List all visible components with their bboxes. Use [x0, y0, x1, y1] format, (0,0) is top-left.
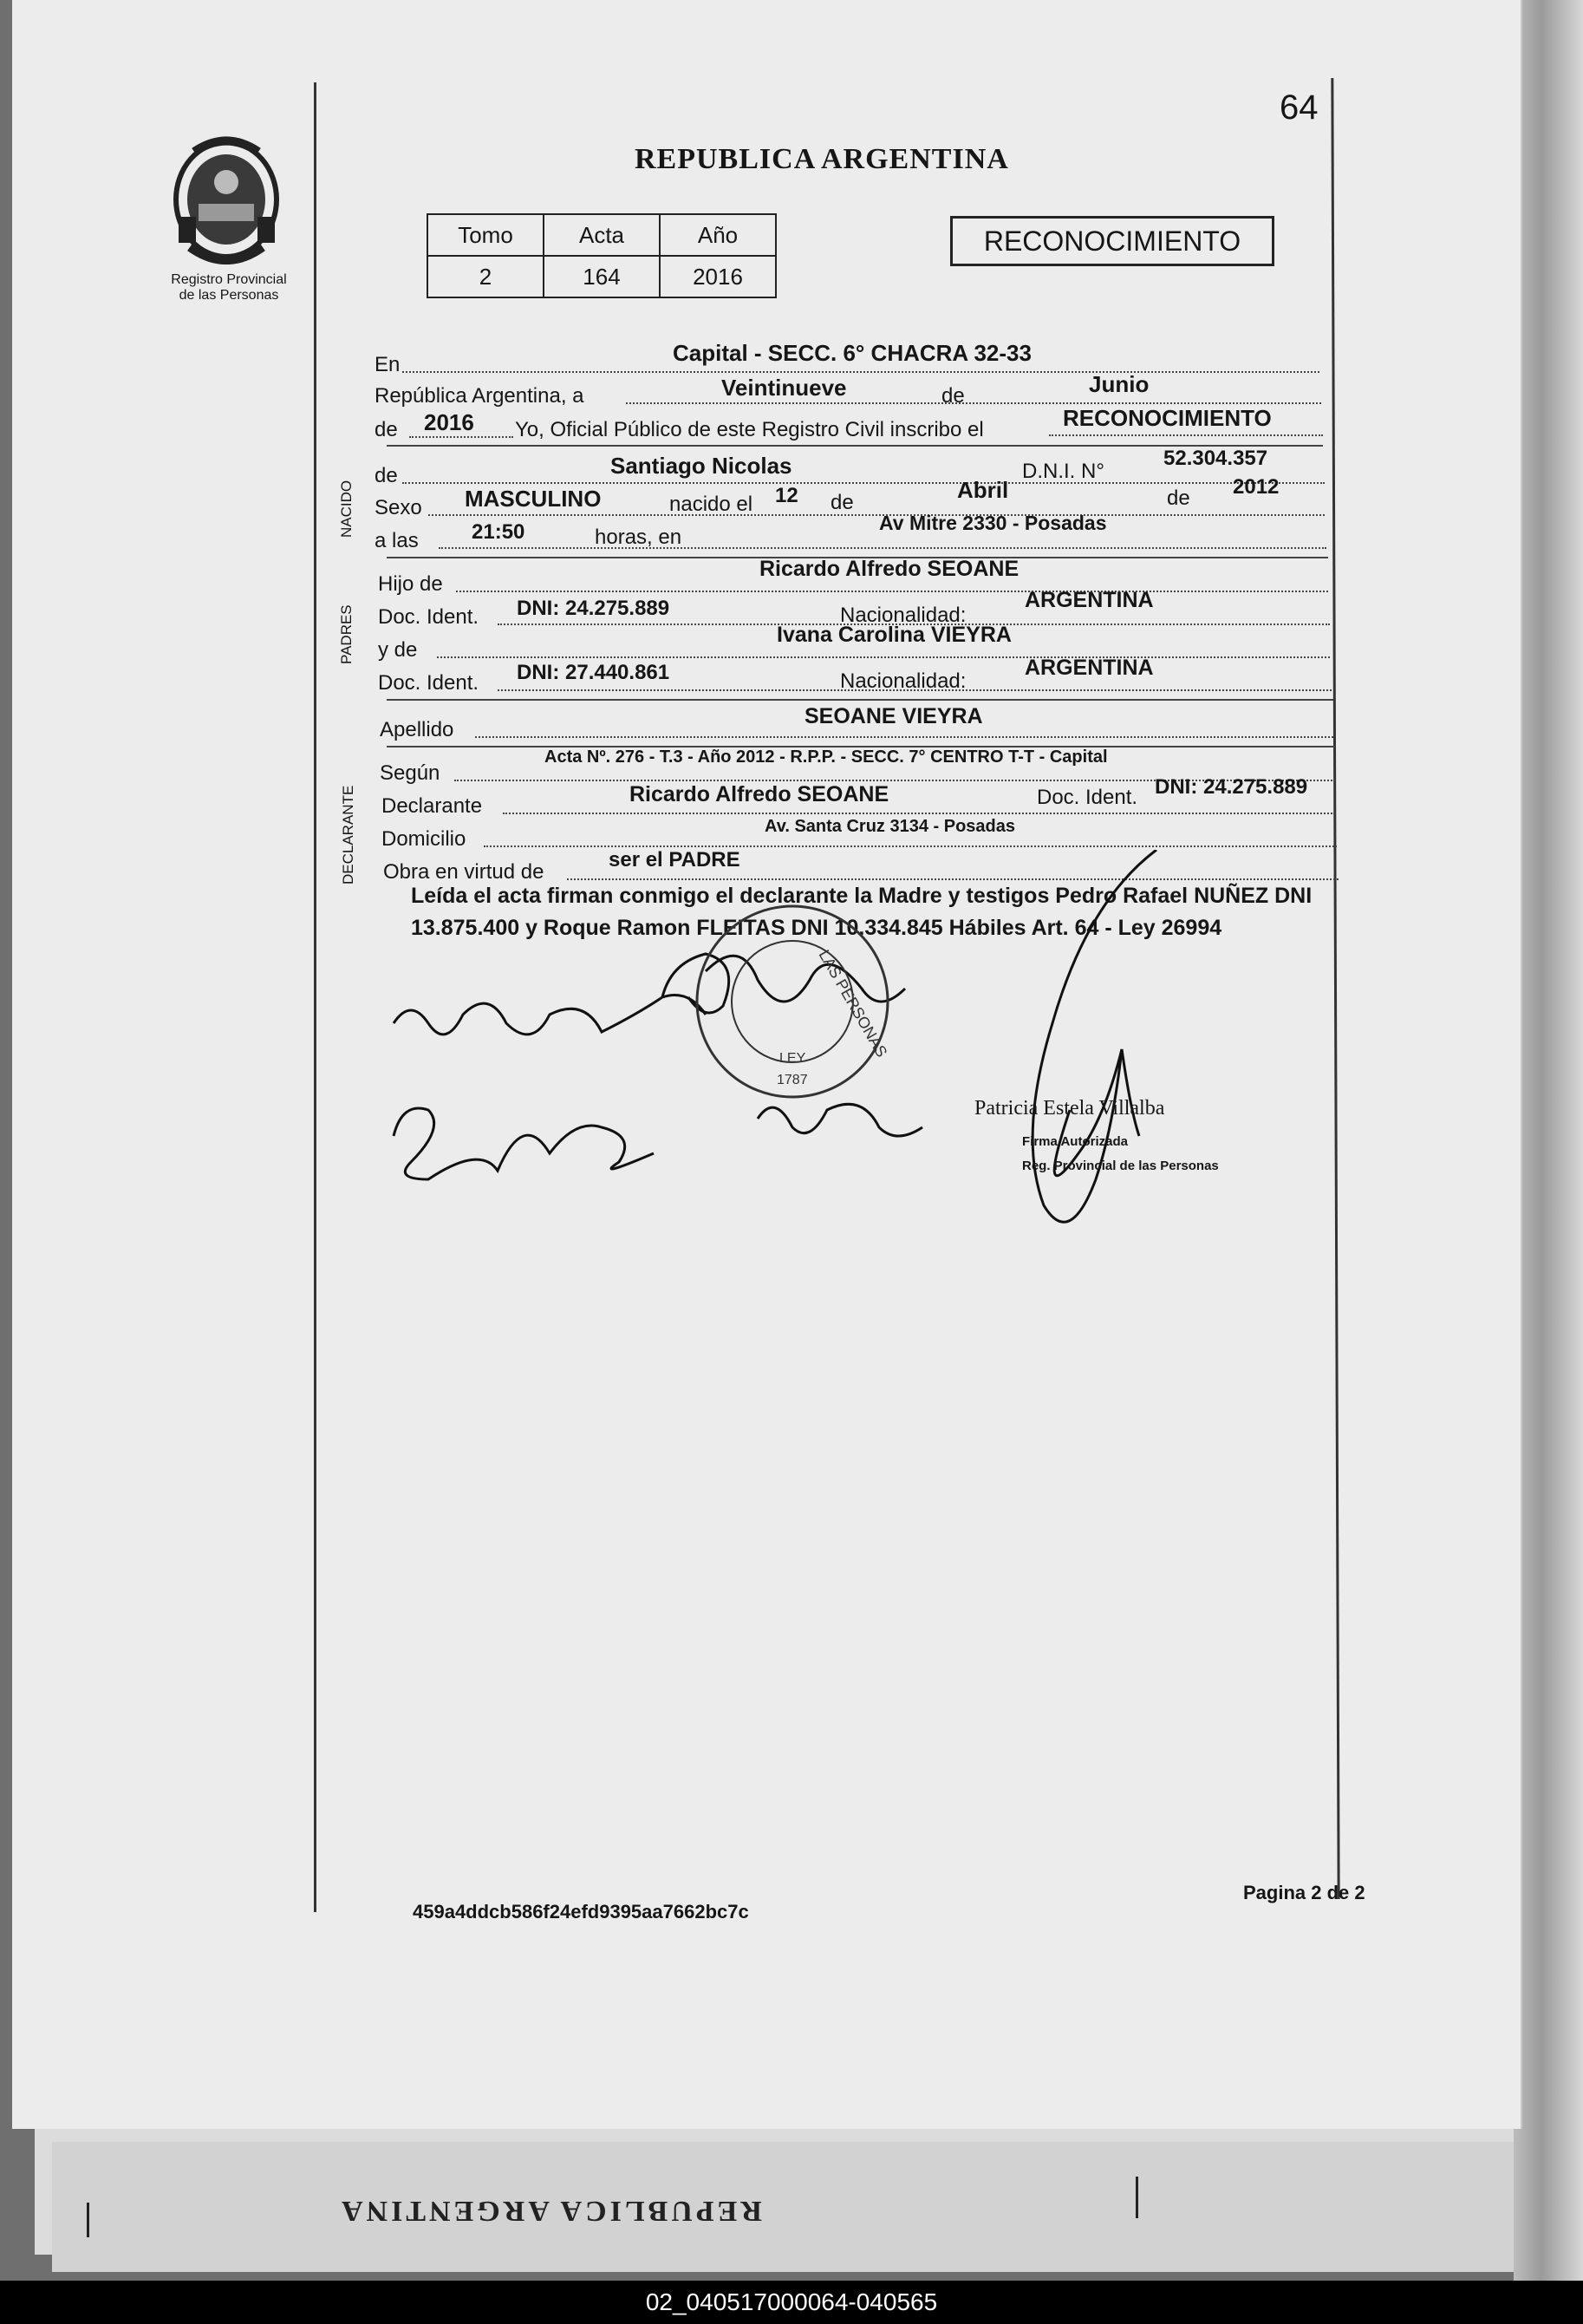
value-address: Av. Santa Cruz 3134 - Posadas — [765, 817, 1016, 836]
seal-caption — [142, 272, 316, 304]
value-place: Capital - SECC. 6° CHACRA 32-33 — [673, 340, 1032, 366]
value-day-words: Veintinueve — [721, 375, 847, 401]
document-page — [12, 0, 1522, 2129]
label-republica: República Argentina, a — [375, 384, 584, 408]
dotted-line — [437, 656, 1330, 658]
official-role: Firma Autorizada — [1022, 1134, 1128, 1149]
stamp-seal-text: LAS PERSONAS — [815, 947, 891, 1061]
signatures-icon — [376, 850, 1313, 1335]
header-acta: Acta — [544, 214, 660, 256]
page-edge — [1514, 0, 1583, 2281]
label-declarante: Declarante — [381, 794, 483, 818]
value-sex: MASCULINO — [465, 486, 602, 512]
closing-statement: Leída el acta firman conmigo el declarante la Madre y testigos Pedro Rafael NUÑEZ DNI 13.875.400 y Roque Ramon FLEITAS DNI 10.334.845 Hábiles Art. 64 - Ley 26994 — [411, 884, 1313, 940]
value-act-type: RECONOCIMIENTO — [1063, 405, 1272, 431]
value-birth-time: 21:50 — [472, 520, 525, 544]
value-child-name: Santiago Nicolas — [610, 453, 792, 479]
section-divider — [387, 699, 1333, 701]
official-name: Patricia Estela Villalba — [974, 1097, 1165, 1120]
underlying-rule — [1136, 2177, 1138, 2218]
value-birth-year: 2012 — [1233, 475, 1280, 499]
label-doc-ident-father: Doc. Ident. — [378, 605, 479, 629]
dotted-line — [626, 402, 1321, 404]
header-ano: Año — [660, 214, 776, 256]
label-y-de: y de — [378, 638, 418, 662]
value-mother-name: Ivana Carolina VIEYRA — [777, 623, 1012, 647]
label-de-name: de — [375, 464, 398, 487]
value-father-name: Ricardo Alfredo SEOANE — [759, 557, 1020, 581]
dotted-line — [428, 514, 1325, 516]
underlying-page-title: REPUBLICA ARGENTINA — [338, 2195, 762, 2227]
stamp-seal-ley: LEY — [779, 1051, 806, 1066]
label-oficial: Yo, Oficial Público de este Registro Civil inscribo el — [515, 418, 984, 441]
underlying-page-2 — [52, 2142, 1526, 2272]
seal-caption-line1: Registro Provincial — [171, 272, 287, 287]
label-apellido: Apellido — [380, 718, 454, 741]
provincial-seal-icon — [168, 134, 285, 264]
dotted-line — [503, 813, 1335, 814]
label-de-month: de — [831, 491, 854, 514]
value-year: 2016 — [424, 409, 474, 435]
label-hijo-de: Hijo de — [378, 572, 443, 596]
right-margin-rule — [1331, 78, 1339, 1899]
dotted-line — [439, 547, 1326, 549]
label-nacionalidad-father: Nacionalidad: — [840, 604, 967, 627]
label-de-birth-year: de — [1167, 486, 1190, 510]
label-de: de — [941, 384, 965, 408]
label-doc-ident-mother: Doc. Ident. — [378, 671, 479, 695]
label-dni: D.N.I. N° — [1022, 460, 1104, 483]
side-label-nacido: NACIDO — [338, 480, 355, 538]
label-domicilio: Domicilio — [381, 827, 466, 851]
label-obra-en-virtud: Obra en virtud de — [383, 860, 544, 884]
label-sexo: Sexo — [375, 496, 422, 519]
dotted-line — [402, 371, 1319, 373]
value-father-dni: DNI: 24.275.889 — [517, 597, 670, 620]
value-segun: Acta Nº. 276 - T.3 - Año 2012 - R.P.P. - SECC. 7° CENTRO T-T - Capital — [544, 747, 1108, 767]
value-father-nationality: ARGENTINA — [1025, 588, 1154, 612]
label-nacido-el: nacido el — [669, 493, 753, 516]
file-code-bar: 02_040517000064-040565 — [0, 2281, 1583, 2324]
side-label-declarante: DECLARANTE — [340, 785, 356, 885]
label-nacionalidad-mother: Nacionalidad: — [840, 669, 967, 693]
value-acta: 164 — [544, 256, 660, 297]
official-office: Reg. Provincial de las Personas — [1022, 1159, 1219, 1173]
document-title: REPUBLICA ARGENTINA — [635, 143, 1009, 175]
page-number: 64 — [1280, 88, 1319, 127]
underlying-rule-2 — [87, 2203, 89, 2237]
stamp-seal-number: 1787 — [777, 1073, 808, 1087]
value-declarant-name: Ricardo Alfredo SEOANE — [629, 782, 889, 806]
dotted-line — [409, 436, 513, 438]
value-ano: 2016 — [660, 256, 776, 297]
registry-table — [427, 213, 777, 298]
act-type-box: RECONOCIMIENTO — [950, 216, 1274, 266]
left-margin-rule — [314, 82, 316, 1912]
value-declarant-dni: DNI: 24.275.889 — [1155, 775, 1308, 799]
value-tomo: 2 — [427, 256, 544, 297]
header-tomo: Tomo — [427, 214, 544, 256]
value-child-dni: 52.304.357 — [1163, 447, 1268, 470]
label-de-year: de — [375, 418, 398, 441]
value-surname: SEOANE VIEYRA — [805, 704, 983, 728]
label-en: En — [375, 353, 401, 376]
value-birth-month: Abril — [957, 477, 1009, 503]
table-header-row — [427, 214, 776, 256]
dotted-line — [484, 845, 1337, 847]
document-hash: 459a4ddcb586f24efd9395aa7662bc7c — [413, 1901, 749, 1923]
label-a-las: a las — [375, 529, 419, 552]
dotted-line — [402, 482, 1325, 484]
dotted-line — [1049, 434, 1323, 436]
value-obra: ser el PADRE — [609, 848, 740, 872]
seal-caption-line2: de las Personas — [179, 288, 279, 303]
pagination: Pagina 2 de 2 — [1243, 1882, 1365, 1903]
dotted-line — [456, 591, 1328, 592]
value-mother-nationality: ARGENTINA — [1025, 656, 1154, 680]
value-mother-dni: DNI: 27.440.861 — [517, 661, 670, 684]
value-month: Junio — [1089, 371, 1150, 397]
side-label-padres: PADRES — [338, 604, 355, 664]
label-horas: horas, en — [595, 526, 682, 549]
dotted-line — [475, 736, 1333, 738]
value-birth-day: 12 — [775, 484, 798, 507]
value-birth-place: Av Mitre 2330 - Posadas — [879, 512, 1107, 534]
table-row — [427, 256, 776, 297]
label-doc-ident-declarant: Doc. Ident. — [1037, 786, 1138, 809]
label-segun: Según — [380, 761, 440, 785]
